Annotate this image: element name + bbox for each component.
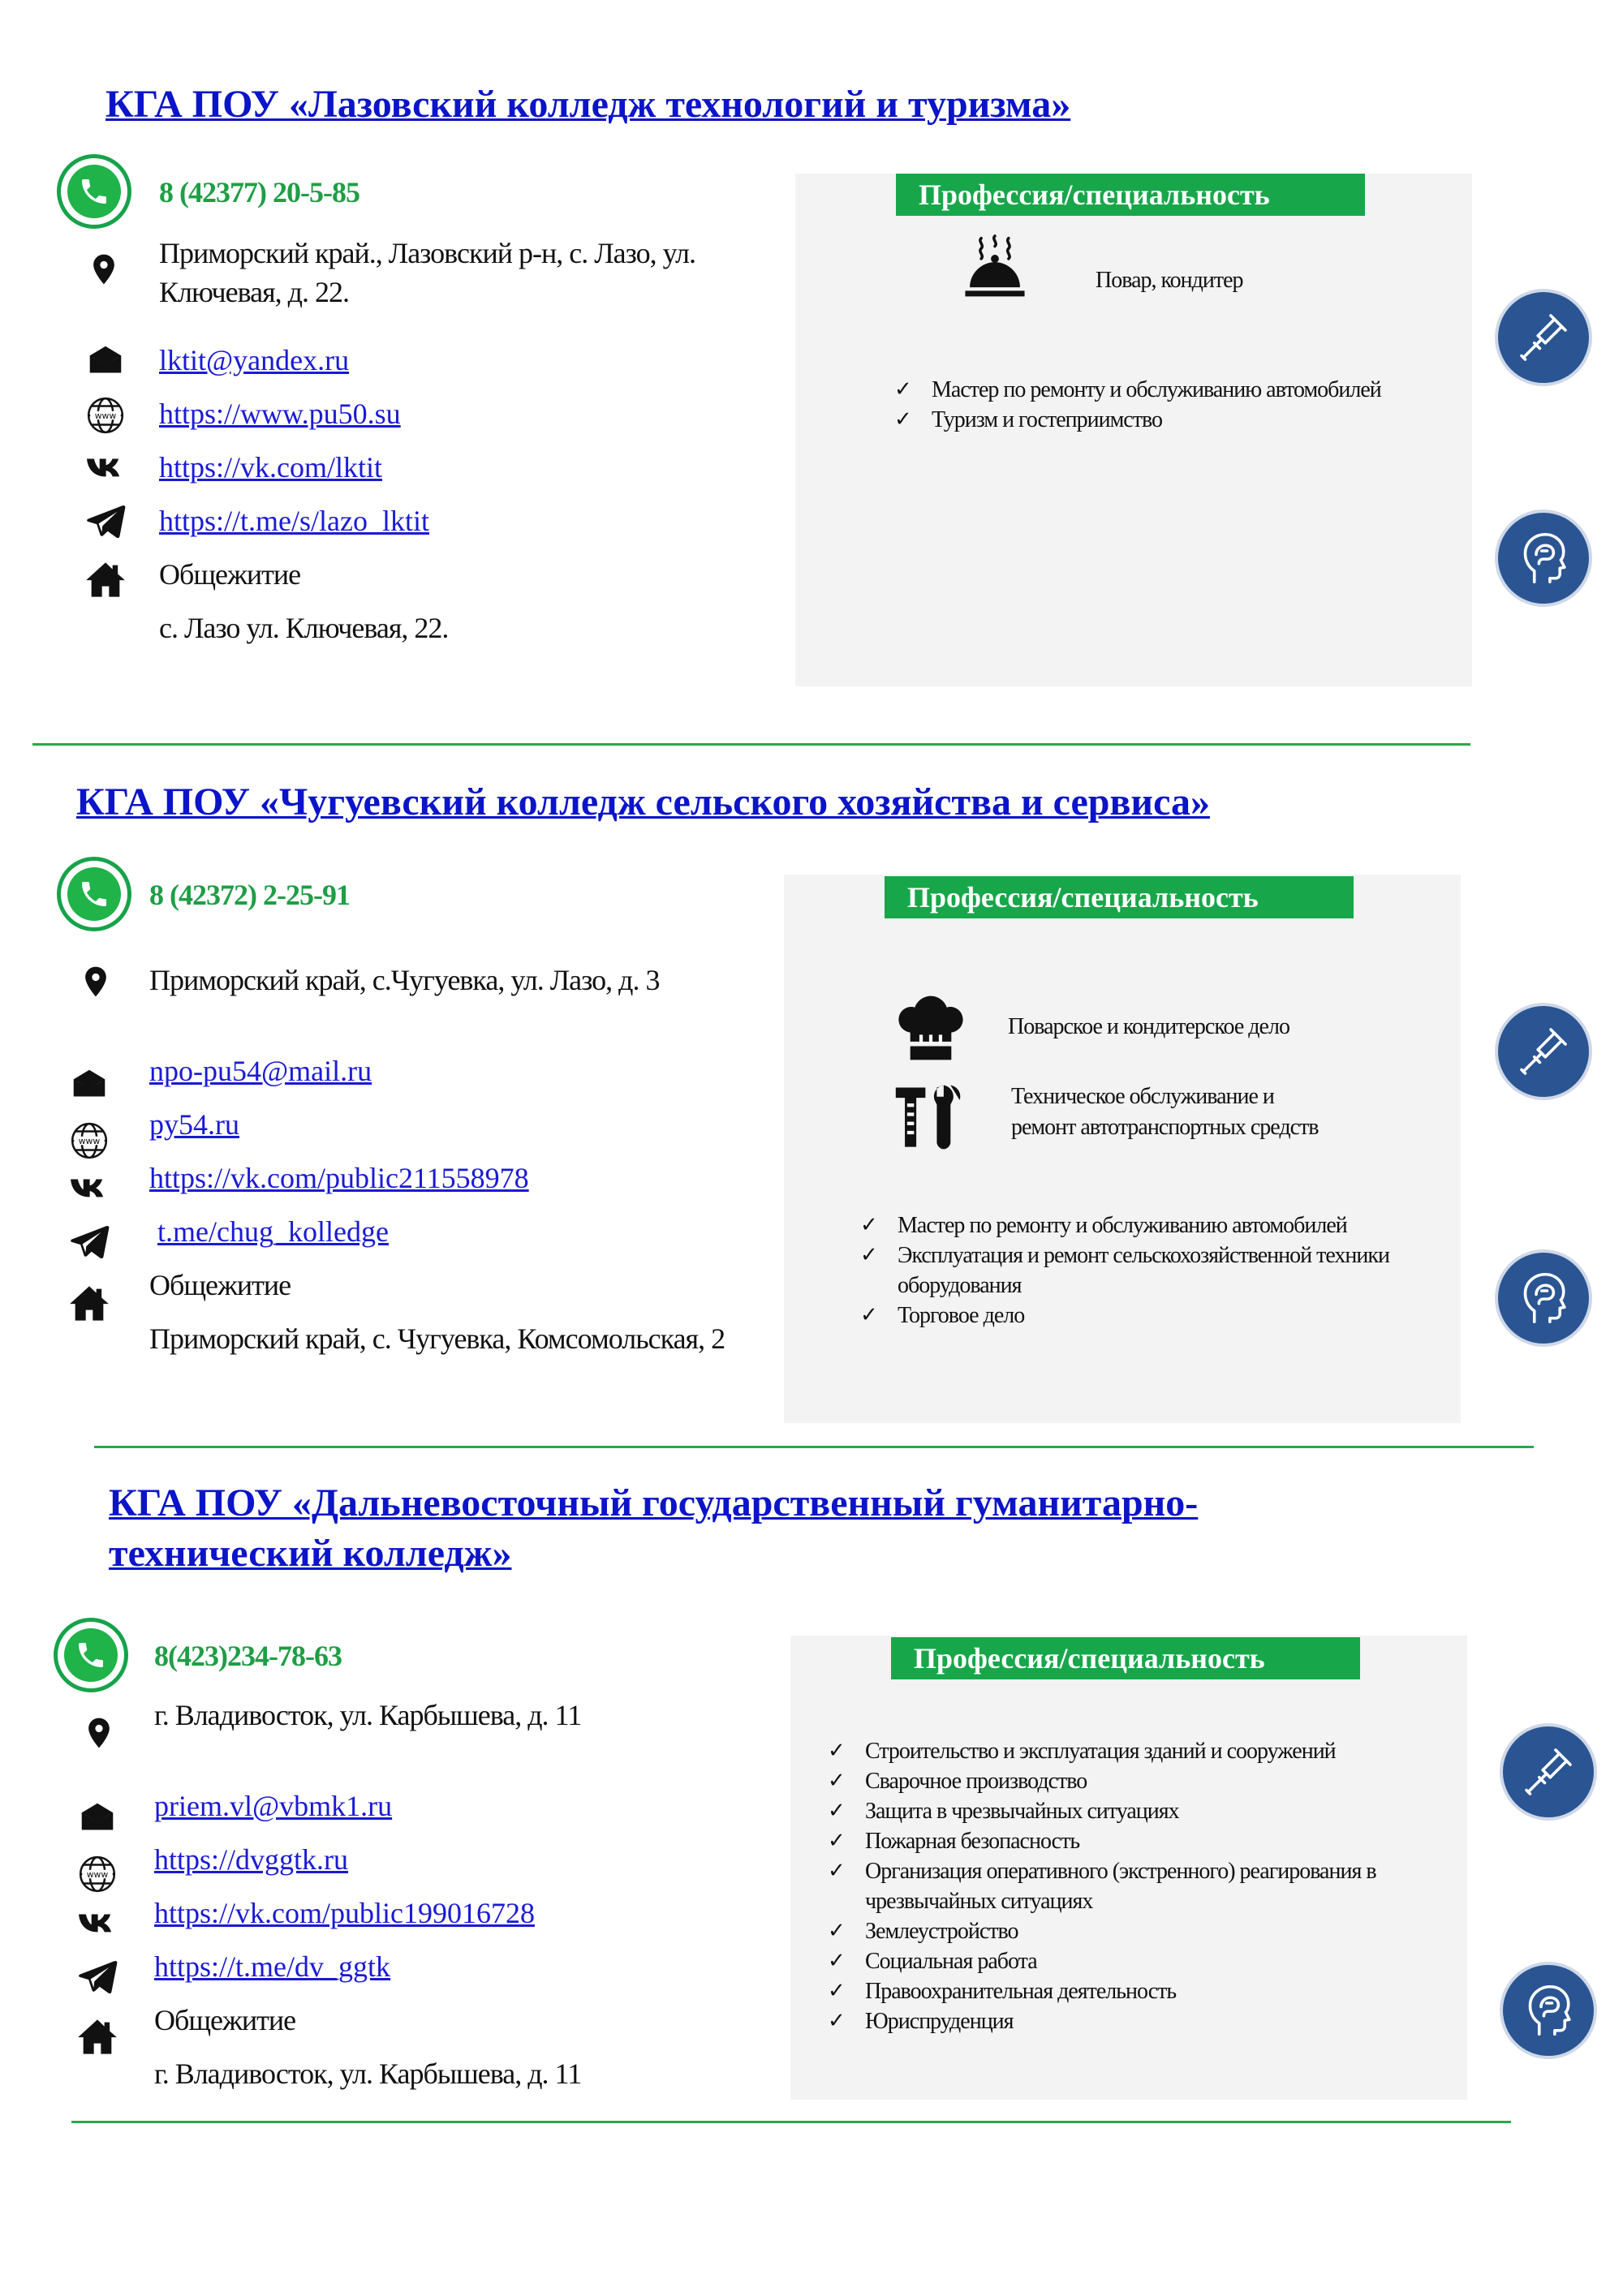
address-line-2: Ключевая, д. 22.	[159, 276, 349, 308]
phone-number[interactable]: 8 (42377) 20-5-85	[159, 176, 359, 209]
website-link[interactable]: py54.ru	[149, 1108, 239, 1141]
email-link[interactable]: npo-pu54@mail.ru	[149, 1055, 372, 1087]
college-title-line-2[interactable]: технический колледж»	[109, 1532, 512, 1575]
specialty-list	[894, 375, 1381, 435]
head-brain-icon	[1500, 1962, 1597, 2059]
crutch-icon	[1495, 289, 1592, 386]
specialty-item: ✓ Мастер по ремонту и обслуживанию автомобилей	[860, 1213, 1347, 1238]
telegram-icon	[84, 500, 127, 542]
phone-number[interactable]: 8(423)234-78-63	[154, 1640, 342, 1672]
profession-item: Техническое обслуживание и	[1011, 1084, 1274, 1109]
globe-icon	[68, 1120, 110, 1162]
vk-link[interactable]: https://vk.com/public211558978	[149, 1162, 529, 1194]
phone-icon	[54, 1618, 128, 1692]
head-brain-icon	[1495, 1249, 1592, 1347]
phone-icon	[57, 857, 131, 931]
specialty-list	[860, 1210, 1389, 1331]
specialty-item: ✓ Эксплуатация и ремонт сельскохозяйственной техники	[860, 1243, 1389, 1268]
specialty-item: ✓ Юриспруденция	[828, 2009, 1014, 2034]
dorm-address: с. Лазо ул. Ключевая, 22.	[159, 612, 449, 644]
specialty-item: ✓ Мастер по ремонту и обслуживанию автомобилей	[894, 377, 1381, 402]
vk-link[interactable]: https://vk.com/lktit	[159, 451, 383, 484]
dorm-label: Общежитие	[149, 1269, 291, 1301]
chef-hat-icon	[894, 991, 967, 1064]
dorm-address: Приморский край, с. Чугуевка, Комсомольская, 2	[149, 1322, 725, 1355]
mail-icon	[76, 1796, 118, 1838]
globe-icon	[84, 394, 127, 436]
crutch-icon	[1495, 1003, 1592, 1100]
specialty-item-continued: чрезвычайных ситуациях	[865, 1889, 1093, 1914]
college-title-line-1[interactable]: КГА ПОУ «Дальневосточный государственный гуманитарно-	[109, 1481, 1199, 1524]
vk-icon	[84, 448, 127, 490]
specialty-item: ✓ Социальная работа	[828, 1949, 1037, 1974]
specialty-item: ✓ Туризм и гостеприимство	[894, 407, 1163, 432]
specialty-item-continued: оборудования	[898, 1273, 1022, 1298]
head-brain-icon	[1495, 510, 1592, 607]
specialty-item: ✓ Землеустройство	[828, 1919, 1018, 1944]
specialty-item: ✓ Пожарная безопасность	[828, 1829, 1080, 1854]
specialty-item: ✓ Защита в чрезвычайных ситуациях	[828, 1799, 1179, 1824]
home-icon	[76, 2015, 118, 2057]
specialty-item: ✓ Сварочное производство	[828, 1769, 1087, 1794]
specialty-item: ✓ Правоохранительная деятельность	[828, 1979, 1177, 2004]
mail-icon	[84, 339, 127, 381]
home-icon	[84, 558, 127, 600]
dorm-label: Общежитие	[159, 558, 301, 591]
telegram-link[interactable]: t.me/chug_kolledge	[157, 1215, 389, 1248]
vk-icon	[68, 1168, 110, 1210]
telegram-icon	[68, 1220, 110, 1262]
specialty-item: ✓ Строительство и эксплуатация зданий и сооружений	[828, 1739, 1336, 1764]
dorm-label: Общежитие	[154, 2004, 296, 2036]
section-divider	[94, 1446, 1534, 1448]
crutch-icon	[1500, 1723, 1597, 1821]
section-divider	[32, 743, 1470, 746]
email-link[interactable]: priem.vl@vbmk1.ru	[154, 1790, 393, 1822]
address-line-1: г. Владивосток, ул. Карбышева, д. 11	[154, 1699, 582, 1731]
profession-panel	[784, 875, 1461, 1423]
specialty-item: ✓ Торговое дело	[860, 1303, 1025, 1328]
cloche-icon	[954, 234, 1035, 307]
telegram-link[interactable]: https://t.me/s/lazo_lktit	[159, 505, 429, 537]
section-divider	[71, 2121, 1511, 2123]
mail-icon	[68, 1063, 110, 1105]
profession-panel-title: Профессия/специальность	[885, 876, 1354, 918]
dorm-address: г. Владивосток, ул. Карбышева, д. 11	[154, 2057, 582, 2090]
profession-panel-title: Профессия/специальность	[891, 1637, 1360, 1679]
phone-number[interactable]: 8 (42372) 2-25-91	[149, 879, 350, 911]
globe-icon	[76, 1853, 118, 1895]
telegram-icon	[76, 1955, 118, 1997]
phone-icon	[57, 154, 131, 229]
website-link[interactable]: https://www.pu50.su	[159, 398, 401, 430]
location-icon	[83, 248, 125, 290]
profession-panel-title: Профессия/специальность	[896, 174, 1365, 216]
address-line-1: Приморский край, с.Чугуевка, ул. Лазо, д. 3	[149, 964, 660, 996]
profession-panel	[795, 174, 1472, 686]
email-link[interactable]: lktit@yandex.ru	[159, 344, 350, 376]
profession-item: Поварское и кондитерское дело	[1008, 1014, 1289, 1039]
tools-icon	[891, 1081, 969, 1154]
website-link[interactable]: https://dvggtk.ru	[154, 1843, 349, 1876]
location-icon	[75, 961, 117, 1003]
specialty-list	[828, 1736, 1376, 2036]
profession-item: Повар, кондитер	[1096, 268, 1243, 293]
location-icon	[78, 1712, 120, 1754]
profession-panel	[790, 1636, 1467, 2100]
telegram-link[interactable]: https://t.me/dv_ggtk	[154, 1950, 391, 1983]
vk-icon	[76, 1903, 118, 1946]
specialty-item: ✓ Организация оперативного (экстренного) реагирования в	[828, 1859, 1376, 1884]
address-line-1: Приморский край., Лазовский р-н, с. Лазо, ул.	[159, 237, 695, 269]
vk-link[interactable]: https://vk.com/public199016728	[154, 1897, 535, 1929]
home-icon	[68, 1282, 110, 1324]
college-title[interactable]: КГА ПОУ «Лазовский колледж технологий и туризма»	[105, 83, 1071, 126]
profession-item: ремонт автотранспортных средств	[1011, 1115, 1319, 1140]
college-title[interactable]: КГА ПОУ «Чугуевский колледж сельского хозяйства и сервиса»	[76, 780, 1210, 823]
